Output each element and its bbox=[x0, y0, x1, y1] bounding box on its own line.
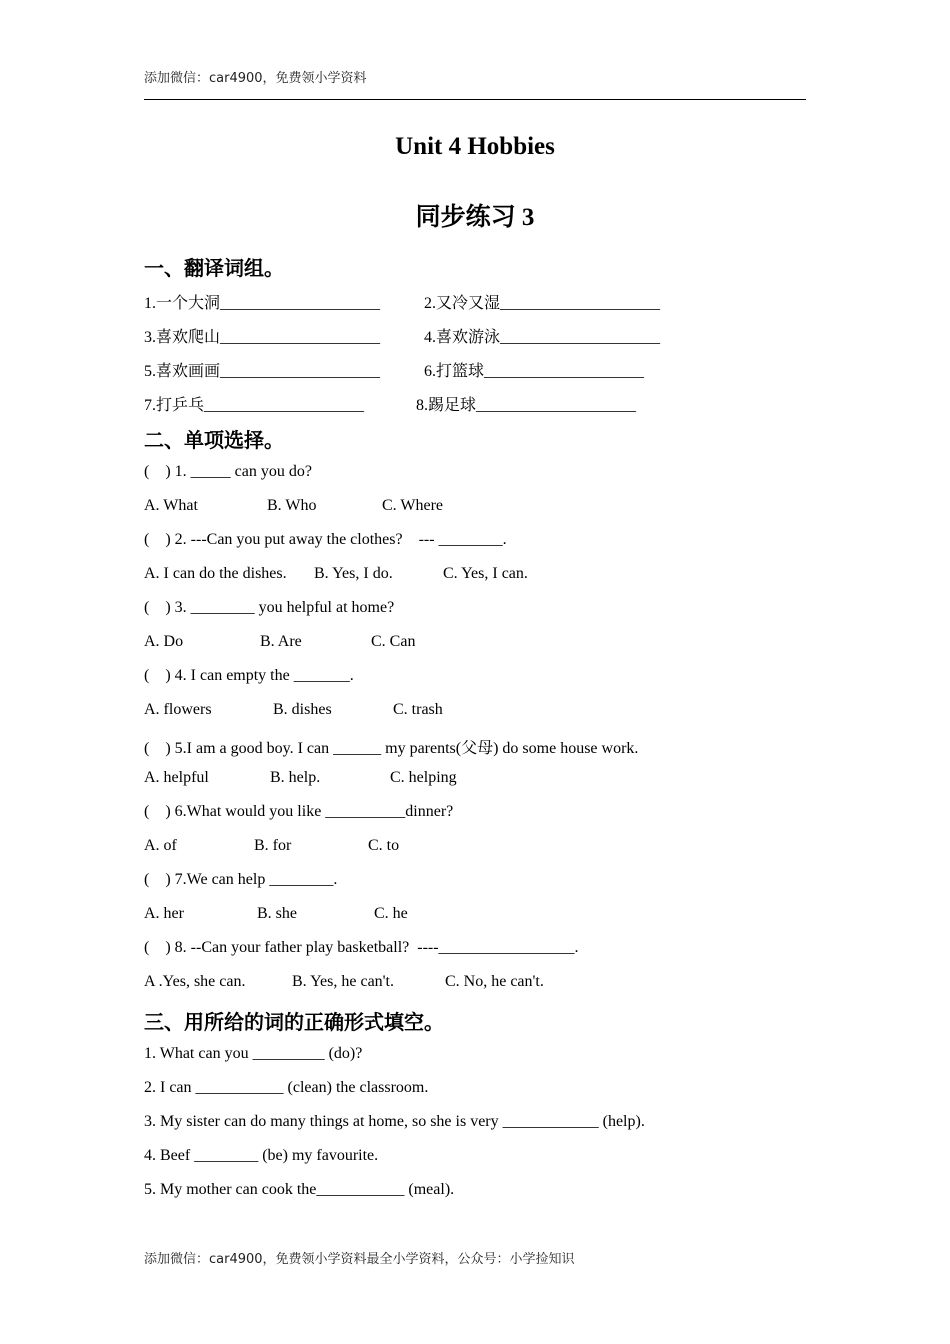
section1-item: 2.又冷又湿____________________ bbox=[424, 295, 661, 312]
fill-item: 3. My sister can do many things at home, so she is very ____________ (help). bbox=[144, 1113, 645, 1130]
option-b: B. Are bbox=[260, 633, 302, 650]
option-b: B. dishes bbox=[273, 701, 332, 718]
option-b: B. Who bbox=[267, 497, 317, 514]
fill-item: 5. My mother can cook the___________ (meal). bbox=[144, 1181, 455, 1198]
footer-text: 添加微信：car4900，免费领小学资料最全小学资料，公众号：小学捡知识 bbox=[144, 1252, 575, 1267]
option-b: B. she bbox=[257, 905, 297, 922]
option-c: C. Yes, I can. bbox=[443, 565, 528, 582]
question-text: ( ) 3. ________ you helpful at home? bbox=[144, 599, 395, 616]
option-a: A. Do bbox=[144, 633, 184, 650]
question-text: ( ) 2. ---Can you put away the clothes? --- ________. bbox=[144, 531, 507, 548]
option-c: C. helping bbox=[390, 769, 457, 786]
page-subtitle: 同步练习 3 bbox=[415, 204, 535, 231]
option-c: C. he bbox=[374, 905, 408, 922]
question-text: ( ) 4. I can empty the _______. bbox=[144, 667, 354, 684]
option-c: C. Can bbox=[371, 633, 416, 650]
option-a: A. helpful bbox=[144, 769, 209, 786]
option-c: C. trash bbox=[393, 701, 443, 718]
question-text: ( ) 7.We can help ________. bbox=[144, 871, 338, 888]
fill-item: 4. Beef ________ (be) my favourite. bbox=[144, 1147, 379, 1164]
option-c: C. to bbox=[368, 837, 400, 854]
section1-item: 4.喜欢游泳____________________ bbox=[424, 329, 661, 346]
option-b: B. Yes, I do. bbox=[314, 565, 393, 582]
option-b: B. help. bbox=[270, 769, 321, 786]
section1-item: 1.一个大洞____________________ bbox=[144, 295, 381, 312]
question-text: ( ) 1. _____ can you do? bbox=[144, 463, 312, 480]
option-a: A. her bbox=[144, 905, 184, 922]
option-a: A .Yes, she can. bbox=[144, 973, 246, 990]
header-rule bbox=[144, 99, 806, 100]
question-text: ( ) 5.I am a good boy. I can ______ my parents(父母) do some house work. bbox=[144, 740, 639, 757]
section3-heading: 三、用所给的词的正确形式填空。 bbox=[144, 1010, 444, 1034]
fill-item: 1. What can you _________ (do)? bbox=[144, 1045, 363, 1062]
section1-heading: 一、翻译词组。 bbox=[144, 256, 284, 280]
option-b: B. Yes, he can't. bbox=[292, 973, 394, 990]
section1-item: 8.踢足球____________________ bbox=[416, 397, 637, 414]
question-text: ( ) 8. --Can your father play basketball? ----_________________. bbox=[144, 939, 579, 956]
option-a: A. What bbox=[144, 497, 198, 514]
section2-heading: 二、单项选择。 bbox=[144, 428, 284, 452]
option-c: C. No, he can't. bbox=[445, 973, 544, 990]
option-a: A. of bbox=[144, 837, 177, 854]
section1-item: 7.打乒乓____________________ bbox=[144, 397, 365, 414]
question-text: ( ) 6.What would you like __________dinner? bbox=[144, 803, 454, 820]
option-a: A. I can do the dishes. bbox=[144, 565, 287, 582]
option-b: B. for bbox=[254, 837, 292, 854]
section1-item: 6.打篮球____________________ bbox=[424, 363, 645, 380]
fill-item: 2. I can ___________ (clean) the classroom. bbox=[144, 1079, 429, 1096]
section1-item: 5.喜欢画画____________________ bbox=[144, 363, 381, 380]
option-a: A. flowers bbox=[144, 701, 212, 718]
header-text: 添加微信：car4900，免费领小学资料 bbox=[144, 71, 367, 86]
page-title: Unit 4 Hobbies bbox=[395, 133, 555, 160]
option-c: C. Where bbox=[382, 497, 444, 514]
section1-item: 3.喜欢爬山____________________ bbox=[144, 329, 381, 346]
